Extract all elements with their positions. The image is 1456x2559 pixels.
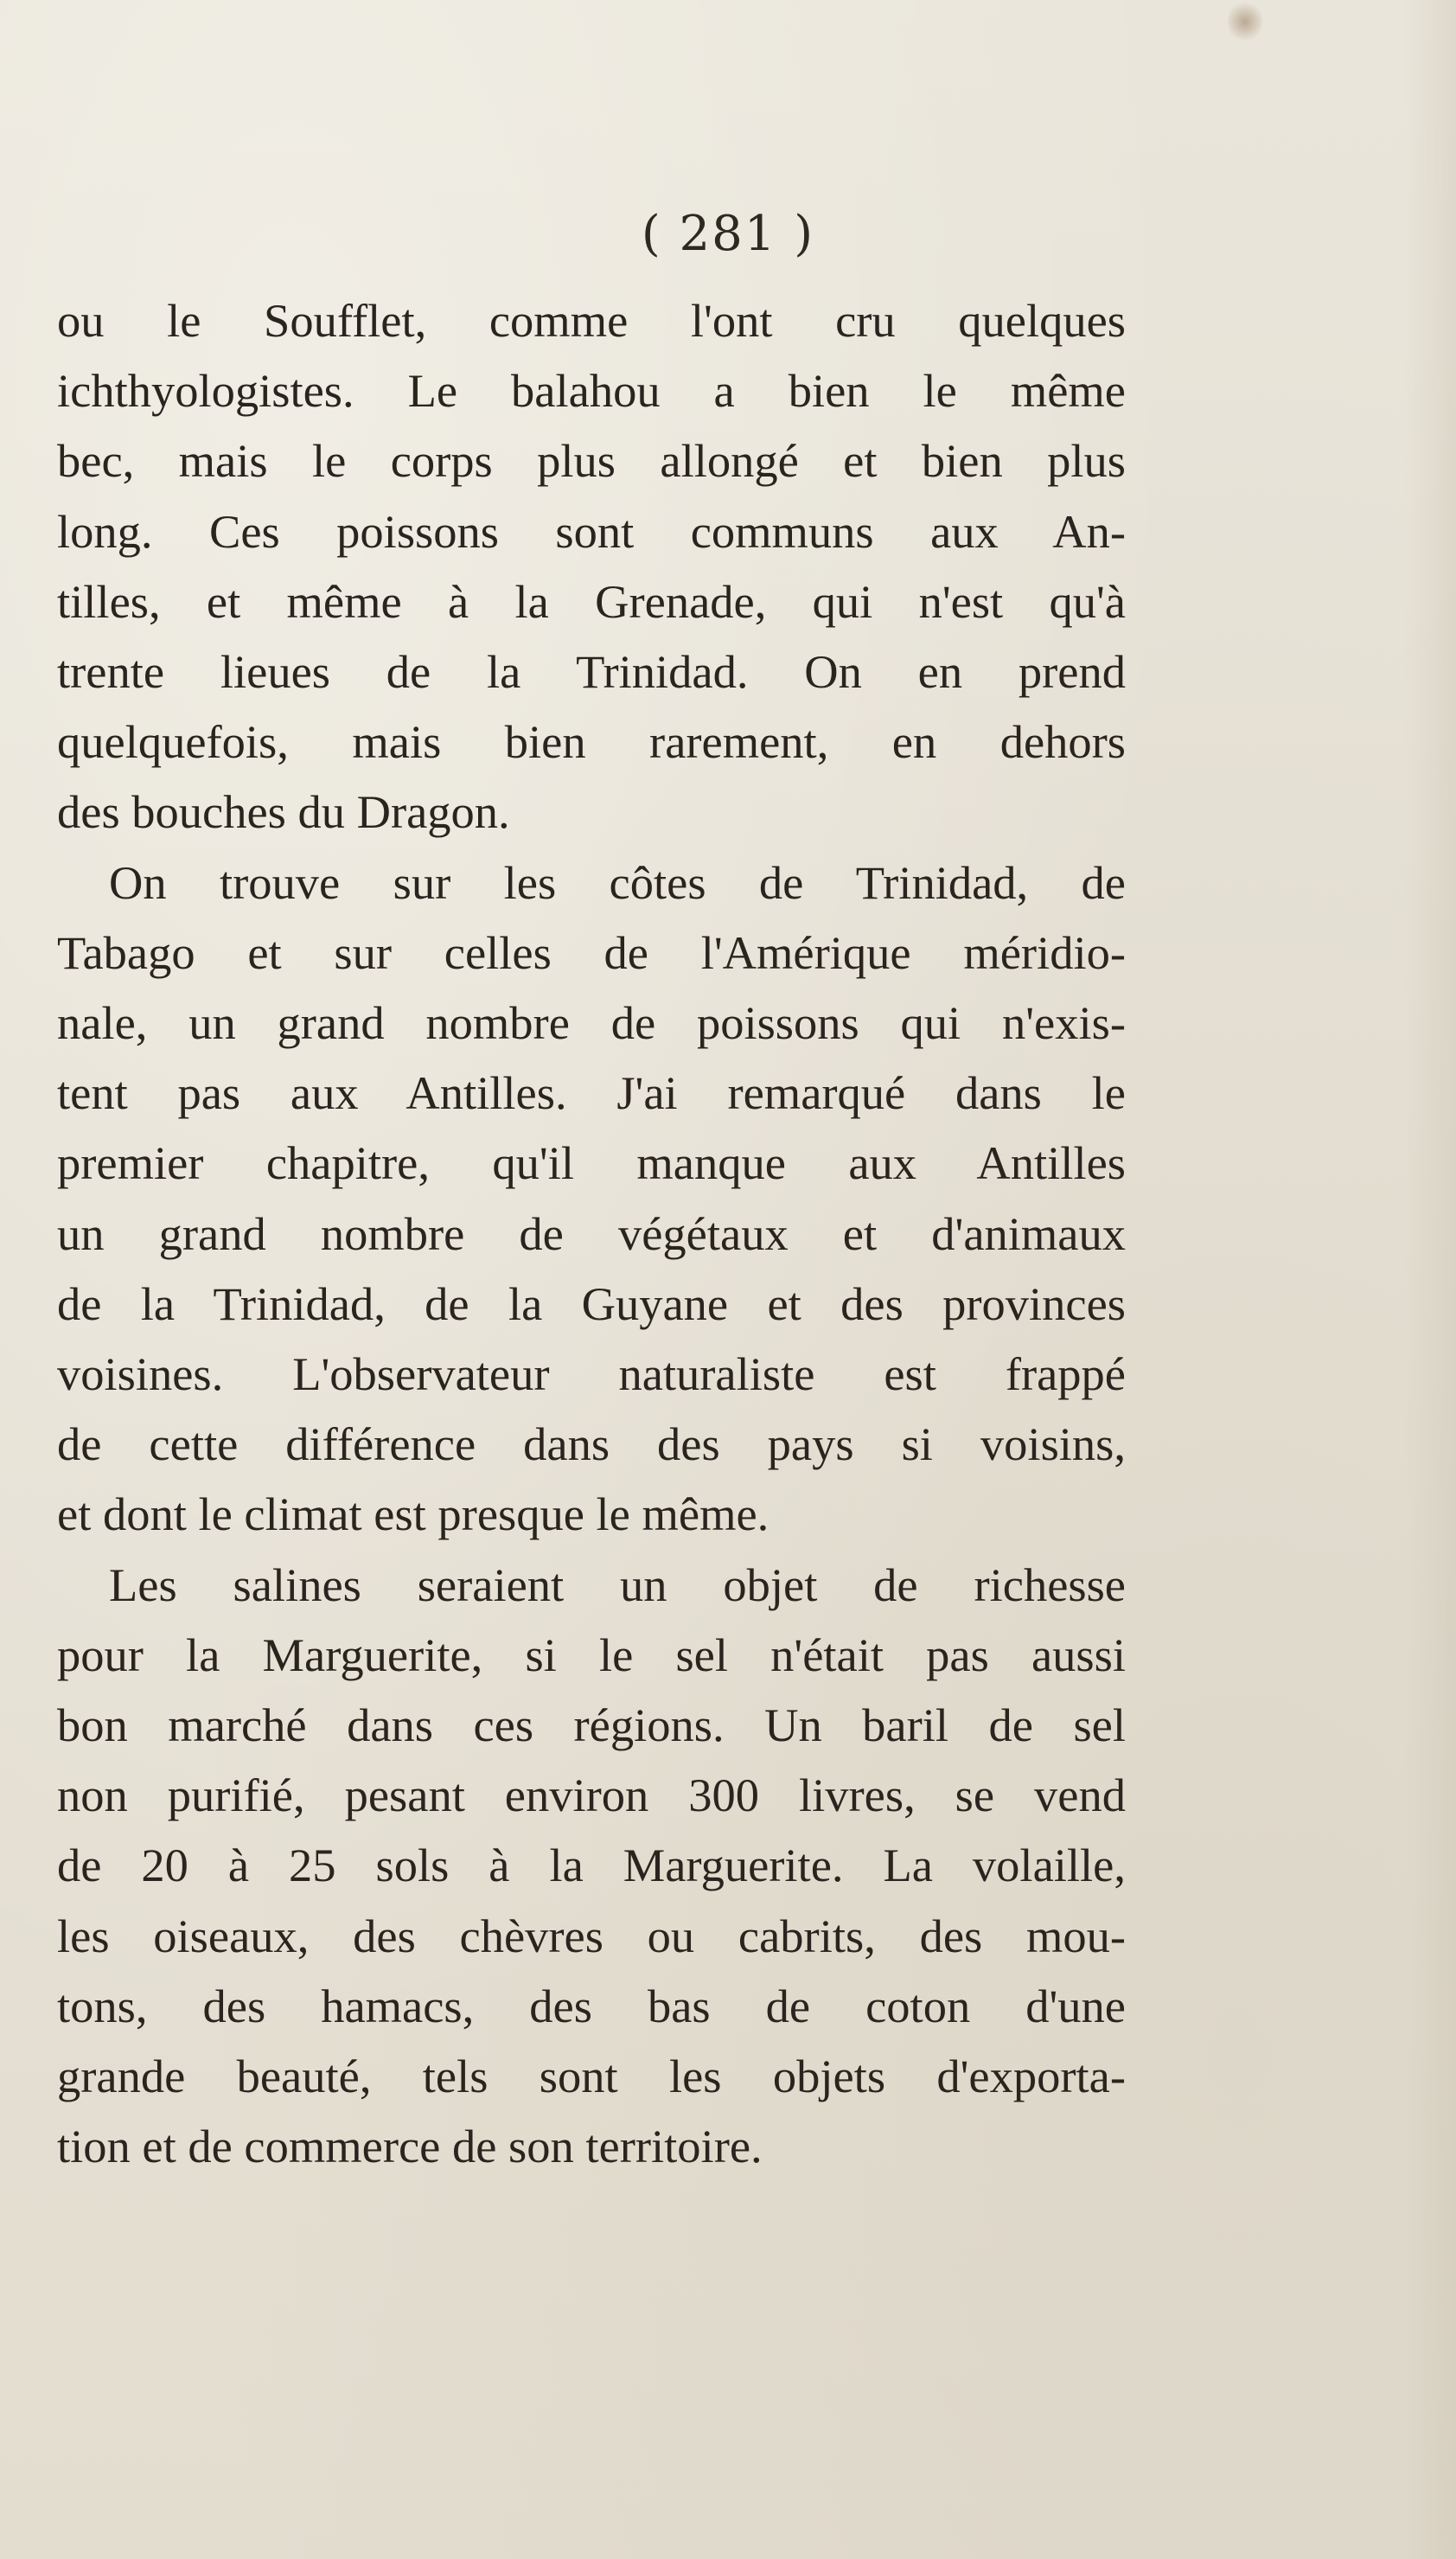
text-line: tion et de commerce de son territoire.: [57, 2120, 763, 2173]
text-line: Tabago et sur celles de l'Amérique méridio-: [57, 925, 1126, 979]
text-line: quelquefois, mais bien rarement, en dehors: [57, 715, 1126, 769]
text-line: bon marché dans ces régions. Un baril de sel: [57, 1699, 1126, 1752]
text-line: de la Trinidad, de la Guyane et des provinces: [57, 1276, 1126, 1330]
text-line: ichthyologistes. Le balahou a bien le même: [57, 364, 1126, 418]
text-line: nale, un grand nombre de poissons qui n'exis-: [57, 996, 1126, 1050]
text-line: tent pas aux Antilles. J'ai remarqué dans le: [57, 1066, 1126, 1120]
text-line: de 20 à 25 sols à la Marguerite. La volaille,: [57, 1839, 1126, 1892]
text-line: de cette différence dans des pays si voisins,: [57, 1417, 1126, 1471]
page-number: ( 281 ): [641, 206, 815, 262]
text-line: des bouches du Dragon.: [57, 785, 510, 839]
text-line: long. Ces poissons sont communs aux An-: [57, 504, 1126, 558]
text-line: Les salines seraient un objet de richesse: [109, 1558, 1126, 1611]
text-line: voisines. L'observateur naturaliste est frappé: [57, 1347, 1126, 1401]
text-line: tons, des hamacs, des bas de coton d'une: [57, 1979, 1126, 2032]
text-line: un grand nombre de végétaux et d'animaux: [57, 1206, 1126, 1260]
text-line: grande beauté, tels sont les objets d'exporta-: [57, 2050, 1126, 2103]
text-line: premier chapitre, qu'il manque aux Antilles: [57, 1136, 1126, 1190]
text-line: trente lieues de la Trinidad. On en prend: [57, 645, 1126, 699]
text-line: pour la Marguerite, si le sel n'était pas aussi: [57, 1628, 1126, 1681]
text-line: et dont le climat est presque le même.: [57, 1487, 770, 1541]
text-line: les oiseaux, des chèvres ou cabrits, des mou-: [57, 1909, 1126, 1962]
text-line: non purifié, pesant environ 300 livres, se vend: [57, 1769, 1126, 1822]
page-edge-shadow: [1404, 0, 1456, 2559]
text-line: tilles, et même à la Grenade, qui n'est qu'à: [57, 574, 1126, 628]
paper-stain: [1228, 0, 1262, 43]
text-line: bec, mais le corps plus allongé et bien plus: [57, 434, 1126, 488]
body-text: [57, 285, 1126, 2181]
text-line: On trouve sur les côtes de Trinidad, de: [109, 855, 1126, 909]
text-line: ou le Soufflet, comme l'ont cru quelques: [57, 294, 1126, 347]
